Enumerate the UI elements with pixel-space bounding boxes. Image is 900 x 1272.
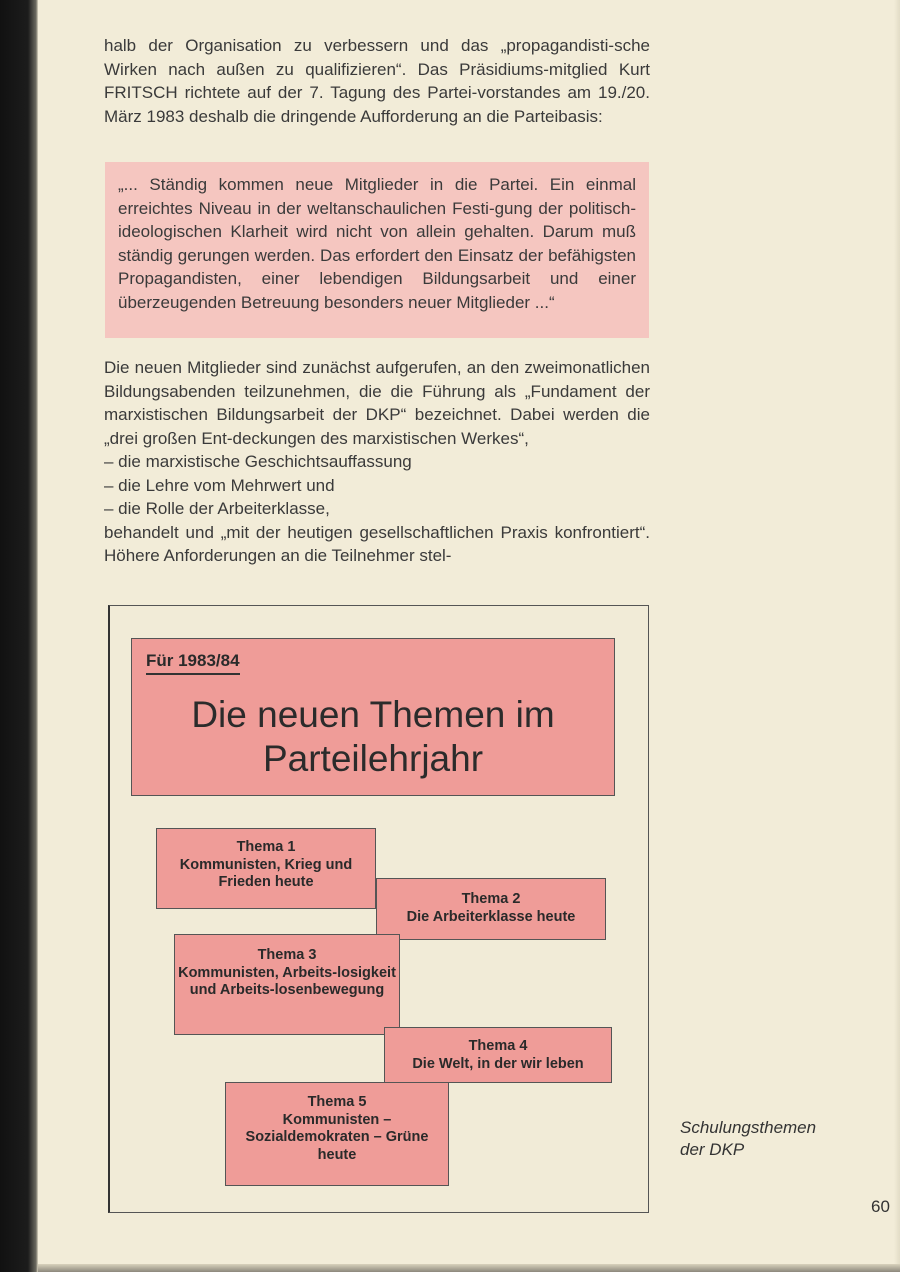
caption-line: Schulungsthemen [680,1118,817,1137]
theme-name: Kommunisten – Sozialdemokraten – Grüne heute [245,1111,429,1163]
theme-box-2 [376,878,606,940]
book-binding-shadow [0,0,38,1272]
figure-title-box [131,638,615,796]
page-edge [894,0,900,1272]
body-text-bottom [104,356,650,568]
themes-figure [108,605,649,1213]
body-text-top [104,34,650,128]
theme-box-1 [156,828,376,909]
theme-name: Die Arbeiterklasse heute [406,908,576,925]
page-number: 60 [871,1197,890,1216]
theme-name: Die Welt, in der wir leben [412,1055,584,1072]
caption-line: der DKP [680,1140,745,1159]
figure-year: Für 1983/84 [146,651,240,675]
quote-text: „... Ständig kommen neue Mitglieder in die Partei. Ein einmal erreichtes Niveau in der weltanschaulichen Festi-gung der politisch-ideologischen Klarheit wird nicht von allein gehalten. Darum muß ständig gerungen werden. Das erfordert den Einsatz der befähigsten Propagandisten, einer lebendigen Bildungsarbeit und einer überzeugenden Betreuung besonders neuer Mitglieder ...“ [118,175,636,312]
figure-title: Die neuen Themen im Parteilehrjahr [191,694,555,779]
paragraph-intro: Die neuen Mitglieder sind zunächst aufgerufen, an den zweimonatlichen Bildungsabenden teilzunehmen, die die Führung als „Fundament der marxistischen Bildungsarbeit der DKP“ bezeichnet. Dabei werden die „drei großen Ent-deckungen des marxistischen Werkes“, [104,358,650,448]
theme-number: Thema 4 [468,1038,528,1054]
theme-box-5 [225,1082,449,1186]
page-bottom-edge [38,1264,900,1272]
paragraph: halb der Organisation zu verbessern und das „propagandisti-sche Wirken nach außen zu qualifizieren“. Das Präsidiums-mitglied Kurt FRITSCH richtete auf der 7. Tagung des Partei-vorstandes am 19./20. März 1983 deshalb die dringende Aufforderung an die Parteibasis: [104,36,650,126]
theme-box-3 [174,934,400,1035]
list-item: – die Rolle der Arbeiterklasse, [104,499,330,518]
theme-number: Thema 2 [461,891,521,907]
theme-number: Thema 1 [236,839,296,855]
paragraph-outro: behandelt und „mit der heutigen gesellschaftlichen Praxis konfrontiert“. Höhere Anforderungen an die Teilnehmer stel- [104,522,650,565]
list-item: – die marxistische Geschichtsauffassung [104,452,412,471]
theme-box-4 [384,1027,612,1083]
theme-number: Thema 5 [307,1094,367,1110]
theme-name: Kommunisten, Arbeits-losigkeit und Arbeits-losenbewegung [178,964,396,998]
theme-number: Thema 3 [257,947,317,963]
list-item: – die Lehre vom Mehrwert und [104,475,335,495]
figure-caption [680,1117,816,1161]
theme-name: Kommunisten, Krieg und Frieden heute [179,856,353,890]
